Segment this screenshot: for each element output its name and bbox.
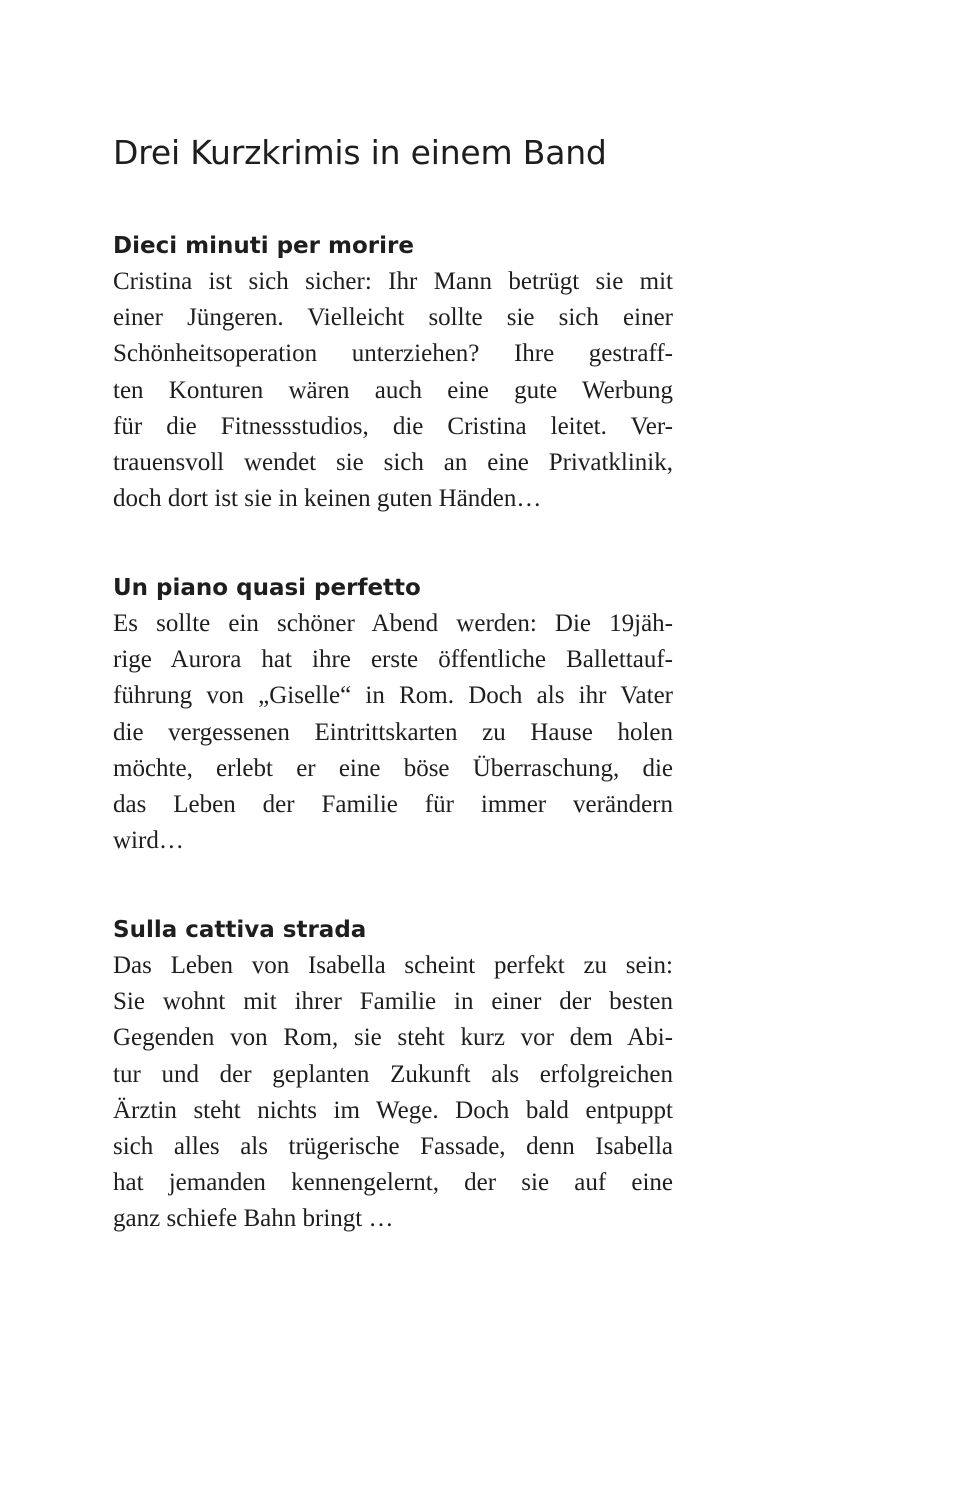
story-title: Sulla cattiva strada [113, 917, 367, 943]
text-line: die vergessenen Eintrittskarten zu Hause holen [113, 718, 673, 746]
text-line: Es sollte ein schöner Abend werden: Die 19jäh- [113, 610, 673, 637]
text-line: ten Konturen wären auch eine gute Werbung [113, 376, 673, 404]
text-line: einer Jüngeren. Vielleicht sollte sie sich einer [113, 304, 673, 332]
text-line: doch dort ist sie in keinen guten Händen… [113, 485, 542, 513]
text-line: rige Aurora hat ihre erste öffentliche Ballettauf- [113, 646, 673, 674]
text-line: Cristina ist sich sicher: Ihr Mann betrügt sie mit [113, 268, 673, 295]
text-line: Ärztin steht nichts im Wege. Doch bald entpuppt [113, 1096, 673, 1124]
story-description [113, 948, 673, 1238]
text-line: Das Leben von Isabella scheint perfekt zu sein: [113, 952, 673, 979]
story-description [113, 264, 673, 517]
story-section [113, 570, 673, 859]
story-section [113, 912, 673, 1238]
story-description [113, 606, 673, 859]
story-title: Dieci minuti per morire [113, 233, 414, 259]
text-line: möchte, erlebt er eine böse Überraschung, die [113, 754, 673, 782]
text-line: ganz schiefe Bahn bringt … [113, 1205, 394, 1233]
text-line: wird… [113, 827, 184, 855]
story-title: Un piano quasi perfetto [113, 575, 421, 601]
text-line: Gegenden von Rom, sie steht kurz vor dem Abi- [113, 1024, 673, 1052]
text-line: hat jemanden kennengelernt, der sie auf eine [113, 1169, 673, 1197]
text-line: tur und der geplanten Zukunft als erfolgreichen [113, 1060, 673, 1088]
text-line: Schönheitsoperation unterziehen? Ihre gestraff- [113, 340, 673, 368]
text-line: trauensvoll wendet sie sich an eine Privatklinik, [113, 448, 673, 476]
text-line: für die Fitnessstudios, die Cristina leitet. Ver- [113, 412, 673, 440]
text-line: führung von „Giselle“ in Rom. Doch als ihr Vater [113, 682, 673, 710]
text-line: Sie wohnt mit ihrer Familie in einer der besten [113, 988, 673, 1016]
story-section [113, 228, 673, 517]
text-line: sich alles als trügerische Fassade, denn Isabella [113, 1132, 673, 1160]
page-title: Drei Kurzkrimis in einem Band [113, 133, 607, 172]
text-line: das Leben der Familie für immer verändern [113, 790, 673, 818]
